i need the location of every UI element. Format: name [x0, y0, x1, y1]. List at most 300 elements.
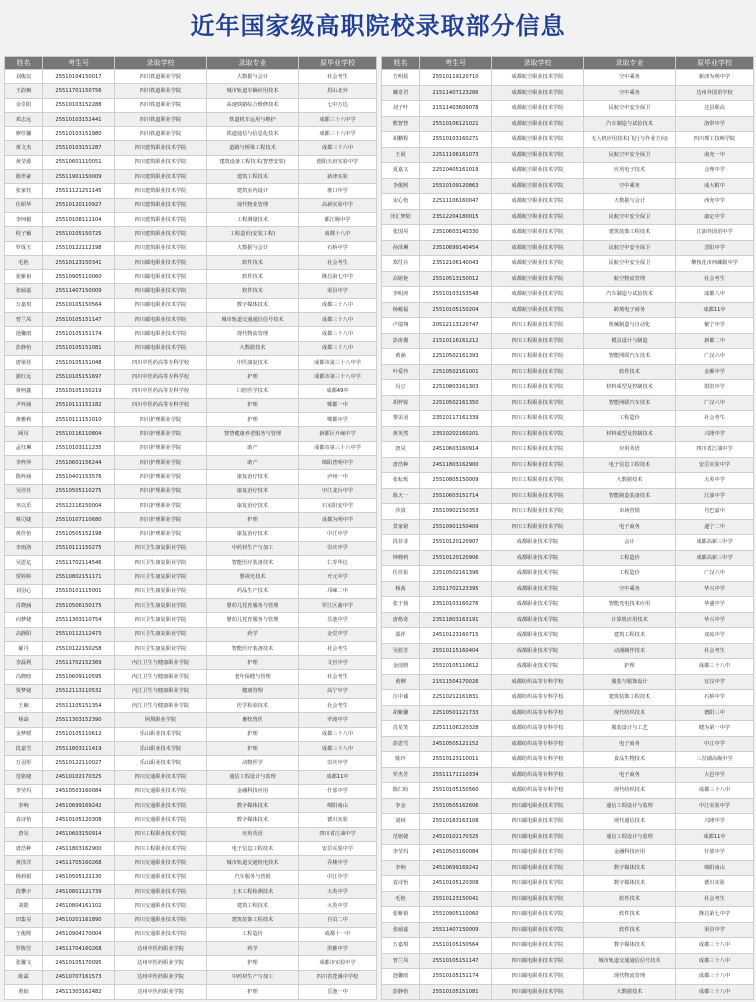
name-cell: 罗成玉	[5, 241, 43, 255]
name-cell: 王展	[382, 147, 420, 163]
major-cell: 建筑室内设计	[207, 184, 299, 198]
exam-id-cell: 24510505121152	[420, 736, 492, 752]
origin-school-cell: 郫都中学	[299, 413, 377, 427]
school-cell: 四川卫生康复职业学院	[115, 613, 207, 627]
table-row	[382, 953, 754, 969]
origin-school-cell: 新津实验	[299, 170, 377, 184]
origin-school-cell: 社会考生	[676, 643, 754, 659]
table-row	[5, 384, 377, 398]
major-cell: 数字媒体技术	[207, 813, 299, 827]
school-cell: 四川邮电职业技术学院	[492, 969, 584, 985]
table-row	[5, 541, 377, 555]
school-cell: 四川中医药高等专科学校	[115, 398, 207, 412]
table-row	[5, 741, 377, 755]
name-cell: 陈玲	[382, 752, 420, 768]
major-cell: 药学	[207, 942, 299, 956]
table-row	[382, 938, 754, 954]
school-cell: 四川建筑职业技术学院	[115, 155, 207, 169]
major-cell: 民航空中安全保卫	[584, 240, 676, 256]
exam-id-cell: 22511702123395	[420, 581, 492, 597]
exam-id-cell: 24510105120308	[43, 813, 115, 827]
name-cell: 刘俊辰	[5, 70, 43, 84]
name-cell: 陈天一	[382, 488, 420, 504]
school-cell: 阿坝职业学院	[115, 713, 207, 727]
name-cell: 袁诗怡	[5, 813, 43, 827]
name-cell: 黄佳怡	[5, 527, 43, 541]
school-cell: 四川铁道职业学院	[115, 112, 207, 126]
table-row	[382, 101, 754, 117]
school-cell: 四川护理职业学院	[115, 441, 207, 455]
name-cell: 黄泽洋	[5, 856, 43, 870]
origin-school-cell: 社会考生	[299, 255, 377, 269]
origin-school-cell: 成都三十八中	[299, 727, 377, 741]
origin-school-cell: 社会考生	[299, 641, 377, 655]
name-cell: 吴恩亿	[5, 556, 43, 570]
table-row	[382, 690, 754, 706]
table-row	[382, 318, 754, 334]
school-cell: 成都航空职业技术学院	[492, 271, 584, 287]
name-cell: 冯豆	[382, 380, 420, 396]
major-cell: 现代物流管理	[584, 969, 676, 985]
school-cell: 四川工程职业技术学院	[492, 488, 584, 504]
origin-school-cell: 绵阳南山	[299, 799, 377, 813]
name-cell: 夏嘉文	[382, 163, 420, 179]
name-cell: 毛艳	[382, 891, 420, 907]
school-cell: 四川工程职业技术学院	[492, 380, 584, 396]
origin-school-cell: 中江龙台中学	[299, 484, 377, 498]
exam-id-cell: 25511901150009	[43, 170, 115, 184]
name-cell: 黄莹源	[5, 155, 43, 169]
exam-id-cell: 25510901150409	[420, 519, 492, 535]
origin-school-cell: 三岔湖高级中学	[676, 752, 754, 768]
origin-school-cell: 成都三十八中	[299, 298, 377, 312]
origin-school-cell: 新都区升庵中学	[299, 427, 377, 441]
major-cell: 康复治疗技术	[207, 470, 299, 484]
school-cell: 四川交通职业技术学院	[115, 899, 207, 913]
origin-school-cell: 七中万达	[299, 98, 377, 112]
school-cell: 成都航空职业技术学院	[492, 147, 584, 163]
school-cell: 四川交通职业技术学院	[115, 913, 207, 927]
exam-id-cell: 22511106120328	[420, 721, 492, 737]
name-cell: 巫以乐	[5, 498, 43, 512]
table-row	[5, 441, 377, 455]
origin-school-cell: 成都49中	[299, 384, 377, 398]
origin-school-cell: 大英中学	[299, 899, 377, 913]
table-row	[5, 227, 377, 241]
major-cell: 软件技术	[207, 255, 299, 269]
table-row	[382, 519, 754, 535]
school-cell: 成都职业技术学院	[492, 612, 584, 628]
name-cell: 贾婷婷	[5, 570, 43, 584]
origin-school-cell: 成都市实验中学	[299, 956, 377, 970]
name-cell: 范铭婕	[5, 770, 43, 784]
exam-id-cell: 22510501121733	[420, 705, 492, 721]
major-cell: 智能网联汽车技术	[584, 395, 676, 411]
exam-id-cell: 25510105150725	[43, 227, 115, 241]
school-cell: 成都职业技术学院	[492, 581, 584, 597]
column-header-origin-school: 原毕业学校	[676, 57, 754, 70]
name-cell: 彭恩雪	[382, 736, 420, 752]
exam-id-cell: 21511403609078	[420, 101, 492, 117]
major-cell: 应用英语	[207, 827, 299, 841]
exam-id-cell: 25510108111104	[43, 212, 115, 226]
column-header-major: 录取专业	[584, 57, 676, 70]
name-cell: 任昭华	[5, 198, 43, 212]
school-cell: 成都航空职业技术学院	[492, 287, 584, 303]
school-cell: 四川邮电职业技术学院	[492, 984, 584, 1000]
name-cell: 任佳崔	[382, 566, 420, 582]
exam-id-cell: 25510111151182	[43, 398, 115, 412]
name-cell: 唐昊	[382, 442, 420, 458]
origin-school-cell: 德阳三中	[676, 705, 754, 721]
table-row	[382, 860, 754, 876]
table-row	[382, 302, 754, 318]
table-row	[5, 627, 377, 641]
major-cell: 现代通信技术	[584, 814, 676, 830]
major-cell: 服装设计与工艺	[584, 721, 676, 737]
major-cell: 现代纺织技术	[584, 783, 676, 799]
school-cell: 内江卫生与健康职业学院	[115, 670, 207, 684]
name-cell: 方明炫	[382, 70, 420, 86]
name-cell: 刘子叶	[382, 101, 420, 117]
origin-school-cell: 社会考生	[676, 271, 754, 287]
table-row	[5, 513, 377, 527]
major-cell: 智能光电技术应用	[584, 597, 676, 613]
major-cell: 智能医疗装备技术	[207, 556, 299, 570]
major-cell: 电子商务	[584, 767, 676, 783]
exam-id-cell: 25510123110011	[420, 752, 492, 768]
major-cell: 护理	[207, 370, 299, 384]
exam-id-cell: 25510123150041	[420, 891, 492, 907]
name-cell: 陈仁盼	[382, 783, 420, 799]
school-cell: 四川护理职业学院	[115, 470, 207, 484]
table-row	[382, 705, 754, 721]
name-cell: 张硕嘉	[5, 284, 43, 298]
major-cell: 数字媒体技术	[207, 799, 299, 813]
name-cell: 黄文杰	[5, 141, 43, 155]
origin-school-cell: 兴隆中学	[676, 814, 754, 830]
table-row	[382, 736, 754, 752]
major-cell: 应用电子技术	[584, 163, 676, 179]
major-cell: 材料成型及控制技术	[584, 426, 676, 442]
major-cell: 护理	[207, 956, 299, 970]
school-cell: 四川铁道职业学院	[115, 70, 207, 84]
major-cell: 机械制造与自动化	[584, 318, 676, 334]
table-row	[5, 270, 377, 284]
major-cell: 畜牧兽医	[207, 713, 299, 727]
exam-id-cell: 24511803162900	[43, 842, 115, 856]
school-cell: 成都职业技术学院	[492, 628, 584, 644]
name-cell: 向梦婕	[5, 613, 43, 627]
table-row	[382, 566, 754, 582]
table-row	[382, 829, 754, 845]
school-cell: 成都纺织高等专科学校	[492, 736, 584, 752]
name-cell: 唐梁佳	[5, 355, 43, 369]
origin-school-cell: 社会考生	[299, 670, 377, 684]
table-row	[5, 241, 377, 255]
name-cell: 金瑶晴	[382, 659, 420, 675]
school-cell: 成都航空职业技术学院	[492, 194, 584, 210]
school-cell: 成都纺织高等专科学校	[492, 690, 584, 706]
name-cell: 胡梓锐	[382, 395, 420, 411]
name-cell: 彭静怡	[5, 341, 43, 355]
exam-id-cell: 25510805150009	[420, 473, 492, 489]
name-cell: 孟钰琳	[5, 441, 43, 455]
origin-school-cell: 都江堰中学	[299, 212, 377, 226]
name-cell: 段嘉雪	[5, 741, 43, 755]
major-cell: 应用英语	[584, 442, 676, 458]
table-row	[5, 155, 377, 169]
admission-table-left	[4, 56, 377, 1000]
major-cell: 康复治疗技术	[207, 484, 299, 498]
major-cell: 软件技术	[584, 922, 676, 938]
name-cell: 蒲红远	[5, 370, 43, 384]
table-row	[382, 442, 754, 458]
column-header-school: 录取学校	[492, 57, 584, 70]
school-cell: 四川交通职业技术学院	[115, 799, 207, 813]
table-row	[5, 641, 377, 655]
exam-id-cell: 25510105151081	[420, 984, 492, 1000]
major-cell: 无人机应用技术(飞行与作业方向)	[584, 132, 676, 148]
table-row	[5, 298, 377, 312]
exam-id-cell: 25510120120906	[420, 550, 492, 566]
name-cell: 李响	[5, 799, 43, 813]
exam-id-cell: 22510502161001	[420, 364, 492, 380]
major-cell: 铁道通信与信息化技术	[207, 127, 299, 141]
table-row	[5, 656, 377, 670]
major-cell: 中医康复技术	[207, 355, 299, 369]
origin-school-cell: 郫都一中	[299, 398, 377, 412]
school-cell: 四川卫生康复职业学院	[115, 556, 207, 570]
origin-school-cell: 达州外国语学校	[676, 85, 754, 101]
major-cell: 大数据技术	[207, 341, 299, 355]
major-cell: 护理	[207, 741, 299, 755]
origin-school-cell: 江油外国语中学	[676, 225, 754, 241]
school-cell: 四川工程职业技术学院	[115, 842, 207, 856]
name-cell: 罗杰芳	[382, 767, 420, 783]
origin-school-cell: 新都二中	[676, 333, 754, 349]
school-cell: 四川交通职业技术学院	[115, 784, 207, 798]
origin-school-cell: 成都11中	[299, 770, 377, 784]
exam-id-cell: 25511701150756	[43, 84, 115, 98]
school-cell: 四川中医药高等专科学校	[115, 384, 207, 398]
exam-id-cell: 25510905110060	[420, 907, 492, 923]
major-cell: 动物医学	[207, 756, 299, 770]
school-cell: 成都纺织高等专科学校	[492, 767, 584, 783]
school-cell: 达州中医药职业学院	[115, 956, 207, 970]
table-row	[5, 584, 377, 598]
origin-school-cell: 安岳实验中学	[676, 457, 754, 473]
school-cell: 成都纺织高等专科学校	[492, 705, 584, 721]
school-cell: 四川邮电职业技术学院	[492, 860, 584, 876]
table-row	[5, 370, 377, 384]
table-row	[382, 550, 754, 566]
table-row	[5, 341, 377, 355]
school-cell: 乐山职业技术学院	[115, 756, 207, 770]
origin-school-cell: 洪雅中学	[299, 942, 377, 956]
exam-id-cell: 25510513150012	[420, 271, 492, 287]
origin-school-cell: 双流中学	[676, 628, 754, 644]
table-row	[382, 333, 754, 349]
origin-school-cell: 成都三十六中学	[299, 127, 377, 141]
exam-id-cell: 25510905110060	[43, 270, 115, 284]
school-cell: 四川建筑职业技术学院	[115, 227, 207, 241]
major-cell: 大数据技术	[584, 473, 676, 489]
table-row	[382, 473, 754, 489]
name-cell: 郑付兵	[382, 256, 420, 272]
table-row	[5, 799, 377, 813]
school-cell: 成都纺织高等专科学校	[492, 752, 584, 768]
major-cell: 建筑装饰工程技术	[584, 225, 676, 241]
origin-school-cell: 什邡中学	[676, 845, 754, 861]
name-cell: 杨焱	[5, 713, 43, 727]
exam-id-cell: 25510103111235	[43, 441, 115, 455]
name-cell: 万嘉琪	[382, 938, 420, 954]
major-cell: 护理	[207, 398, 299, 412]
exam-id-cell: 25510112112473	[43, 627, 115, 641]
school-cell: 四川交通职业技术学院	[115, 813, 207, 827]
major-cell: 工程造价	[584, 550, 676, 566]
table-row	[382, 783, 754, 799]
column-header-name: 姓名	[5, 57, 43, 70]
major-cell: 建筑装饰工程技术	[207, 913, 299, 927]
column-header-origin-school: 原毕业学校	[299, 57, 377, 70]
origin-school-cell: 成大附中	[676, 178, 754, 194]
name-cell: 陈世豪	[5, 170, 43, 184]
name-cell: 段攀宇	[5, 884, 43, 898]
exam-id-cell: 22510502161393	[420, 349, 492, 365]
exam-id-cell: 24510804161102	[43, 899, 115, 913]
exam-id-cell: 23510117161339	[420, 411, 492, 427]
exam-id-cell: 23510699140454	[420, 240, 492, 256]
major-cell: 口腔医学技术	[207, 384, 299, 398]
origin-school-cell: 大英中学	[676, 473, 754, 489]
major-cell: 大数据与会计	[207, 70, 299, 84]
major-cell: 现代物流管理	[207, 327, 299, 341]
exam-id-cell: 25510119120710	[420, 70, 492, 86]
origin-school-cell: 康定中学	[676, 209, 754, 225]
exam-id-cell: 25512113110532	[43, 684, 115, 698]
exam-id-cell: 24511803162900	[420, 457, 492, 473]
school-cell: 成都航空职业技术学院	[492, 302, 584, 318]
table-row	[5, 170, 377, 184]
school-cell: 成都航空职业技术学院	[492, 85, 584, 101]
exam-id-cell: 25510122150258	[43, 641, 115, 655]
table-row	[5, 98, 377, 112]
origin-school-cell: 淮口中学	[299, 184, 377, 198]
name-cell: 贾梦婕	[5, 684, 43, 698]
exam-id-cell: 25510183163108	[420, 814, 492, 830]
school-cell: 四川邮电职业技术学院	[492, 922, 584, 938]
name-cell: 黄灿	[5, 985, 43, 1000]
school-cell: 四川卫生康复职业学院	[115, 584, 207, 598]
major-cell: 中药材生产与加工	[207, 970, 299, 984]
exam-id-cell: 24510707161573	[43, 970, 115, 984]
exam-id-cell: 25510603151714	[420, 488, 492, 504]
table-row	[382, 969, 754, 985]
school-cell: 成都航空职业技术学院	[492, 116, 584, 132]
table-row	[5, 956, 377, 970]
major-cell: 护理	[207, 727, 299, 741]
exam-id-cell: 21511504170026	[420, 674, 492, 690]
exam-id-cell: 22510502161396	[420, 566, 492, 582]
name-cell: 袁诗怡	[382, 876, 420, 892]
exam-id-cell: 25510122112198	[43, 241, 115, 255]
table-row	[382, 163, 754, 179]
table-row	[382, 225, 754, 241]
major-cell: 工程测量技术	[207, 212, 299, 226]
table-row	[382, 411, 754, 427]
major-cell: 城市轨道交通通信信号技术	[207, 313, 299, 327]
name-cell: 李响	[382, 860, 420, 876]
origin-school-cell: 丹巴嘉中	[676, 504, 754, 520]
exam-id-cell: 25511303110754	[43, 613, 115, 627]
exam-id-cell: 22511106161073	[420, 147, 492, 163]
exam-id-cell: 25510105151081	[43, 341, 115, 355]
exam-id-cell: 25511407150009	[420, 922, 492, 938]
name-cell: 顾贝	[5, 427, 43, 441]
origin-school-cell: 四川省苍溪中学校	[299, 970, 377, 984]
major-cell: 城市轨道车辆应用技术	[207, 84, 299, 98]
school-cell: 四川交通职业技术学院	[115, 856, 207, 870]
table-row	[5, 913, 377, 927]
name-cell: 高静阳	[5, 627, 43, 641]
school-cell: 四川邮电职业技术学院	[492, 829, 584, 845]
school-cell: 四川护理职业学院	[115, 498, 207, 512]
school-cell: 乐山职业技术学院	[115, 727, 207, 741]
school-cell: 成都航空职业技术学院	[492, 256, 584, 272]
major-cell: 民航空中安全保卫	[584, 209, 676, 225]
table-row	[5, 713, 377, 727]
exam-id-cell: 25510609110595	[43, 670, 115, 684]
exam-id-cell: 25510101115001	[43, 584, 115, 598]
major-cell: 空中乘务	[584, 581, 676, 597]
major-cell: 软件技术	[584, 364, 676, 380]
major-cell: 电子商务	[584, 519, 676, 535]
school-cell: 四川邮电职业技术学院	[115, 270, 207, 284]
exam-id-cell: 24511704160268	[43, 942, 115, 956]
name-cell: 陈霖	[5, 970, 43, 984]
origin-school-cell: 成都三十八中	[676, 783, 754, 799]
school-cell: 四川邮电职业技术学院	[492, 845, 584, 861]
table-row	[5, 699, 377, 713]
exam-id-cell: 25510105150560	[420, 783, 492, 799]
exam-id-cell: 25510120110927	[43, 198, 115, 212]
major-cell: 通信工程设计与监理	[584, 829, 676, 845]
origin-school-cell: 成都三十六中	[299, 141, 377, 155]
exam-id-cell: 24510503160084	[43, 784, 115, 798]
table-row	[5, 355, 377, 369]
exam-id-cell: 25510105150564	[43, 298, 115, 312]
name-cell: 肖星笑	[382, 721, 420, 737]
name-cell: 张紫裕	[382, 907, 420, 923]
school-cell: 内江卫生与健康职业学院	[115, 684, 207, 698]
admission-table-right	[381, 56, 754, 1000]
origin-school-cell: 眉山北外	[299, 84, 377, 98]
table-row	[5, 827, 377, 841]
origin-school-cell: 会理中学	[676, 163, 754, 179]
table-row	[382, 597, 754, 613]
table-row	[5, 413, 377, 427]
school-cell: 四川工程职业技术学院	[492, 364, 584, 380]
origin-school-cell: 成都为明中学	[299, 513, 377, 527]
origin-school-cell: 成都高新三中学	[676, 535, 754, 551]
major-cell: 汽车制造与试验技术	[584, 116, 676, 132]
origin-school-cell: 邛崃二中	[299, 584, 377, 598]
exam-id-cell: 22510502161350	[420, 395, 492, 411]
table-row	[382, 426, 754, 442]
school-cell: 四川工程职业技术学院	[492, 395, 584, 411]
